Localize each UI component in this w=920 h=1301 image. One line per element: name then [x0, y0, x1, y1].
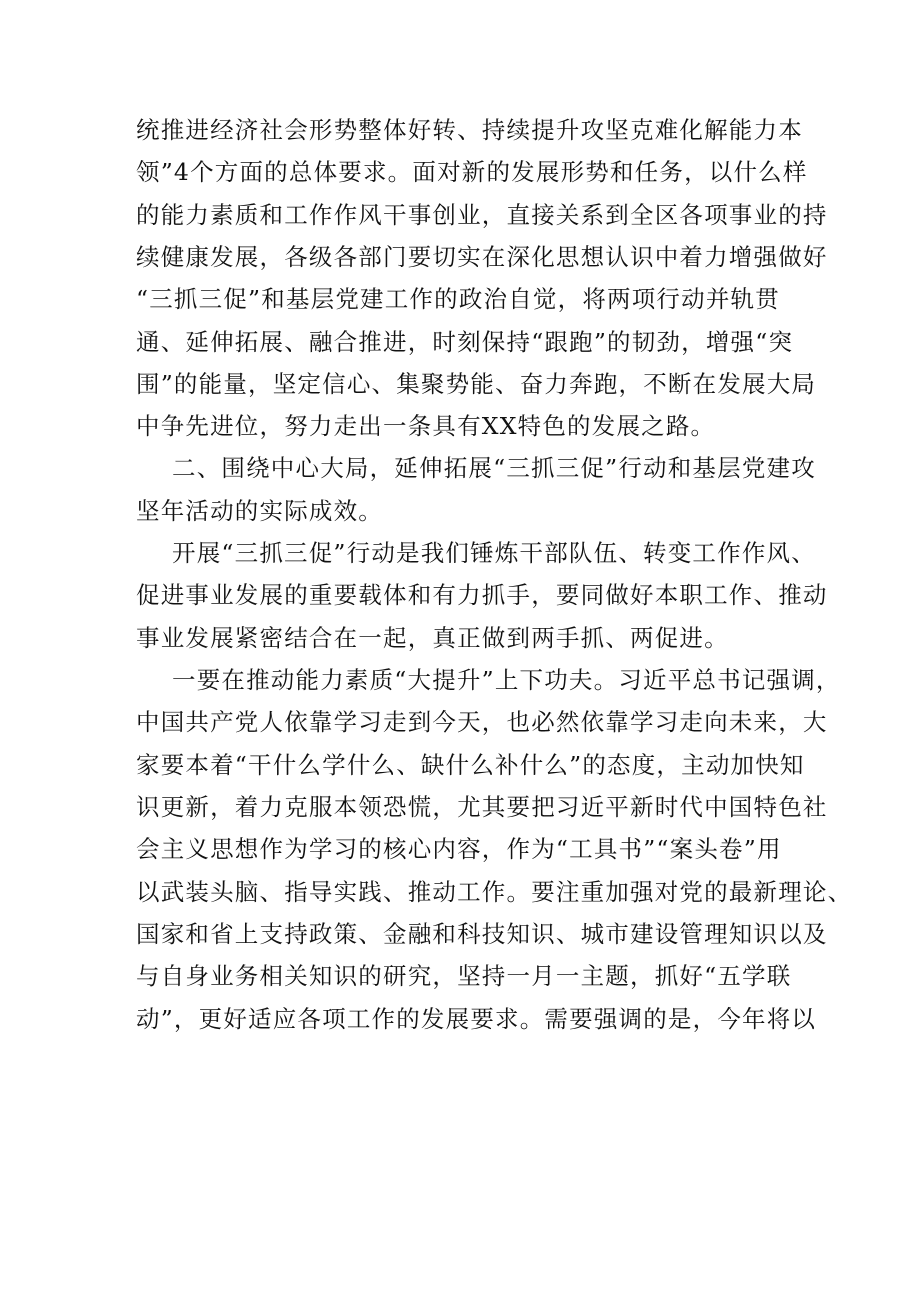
paragraph-line: 家要本着“干什么学什么、缺什么补什么”的态度，主动加快知 [136, 751, 805, 779]
paragraph-line: 续健康发展，各级各部门要切实在深化思想认识中着力增强做好 [136, 243, 828, 271]
paragraph-line: 以武装头脑、指导实践、推动工作。要注重加强对党的最新理论、 [136, 878, 853, 906]
paragraph-line: 促进事业发展的重要载体和有力抓手，要同做好本职工作、推动 [136, 581, 828, 609]
paragraph-line: 动”，更好适应各项工作的发展要求。需要强调的是，今年将以 [136, 1005, 817, 1033]
paragraph-line: 通、延伸拓展、融合推进，时刻保持“跟跑”的韧劲，增强“突 [136, 328, 794, 356]
paragraph-line: 识更新，着力克服本领恐慌，尤其要把习近平新时代中国特色社 [136, 793, 828, 821]
section-heading-line: 坚年活动的实际成效。 [136, 497, 383, 525]
paragraph-line: 事业发展紧密结合在一起，真正做到两手抓、两促进。 [136, 624, 729, 652]
paragraph-line: 会主义思想作为学习的核心内容，作为“工具书”“案头卷”用 [136, 835, 782, 863]
paragraph-line: 与自身业务相关知识的研究，坚持一月一主题，抓好“五学联 [136, 962, 792, 990]
paragraph-line: “三抓三促”和基层党建工作的政治自觉，将两项行动并轨贯 [136, 285, 780, 313]
section-heading-line: 二、围绕中心大局，延伸拓展“三抓三促”行动和基层党建攻 [172, 454, 816, 482]
paragraph-line: 中争先进位，努力走出一条具有XX特色的发展之路。 [136, 412, 716, 440]
paragraph-line: 国家和省上支持政策、金融和科技知识、城市建设管理知识以及 [136, 920, 828, 948]
paragraph-line: 的能力素质和工作作风干事创业，直接关系到全区各项事业的持 [136, 201, 828, 229]
paragraph-line: 领”4个方面的总体要求。面对新的发展形势和任务，以什么样 [136, 158, 808, 186]
paragraph-line: 中国共产党人依靠学习走到今天，也必然依靠学习走向未来，大 [136, 708, 828, 736]
paragraph-line: 统推进经济社会形势整体好转、持续提升攻坚克难化解能力本 [136, 116, 803, 144]
paragraph-line: 一要在推动能力素质“大提升”上下功夫。习近平总书记强调， [172, 666, 841, 694]
paragraph-line: 开展“三抓三促”行动是我们锤炼干部队伍、转变工作作风、 [172, 539, 816, 567]
paragraph-line: 围”的能量，坚定信心、集聚势能、奋力奔跑，不断在发展大局 [136, 370, 817, 398]
